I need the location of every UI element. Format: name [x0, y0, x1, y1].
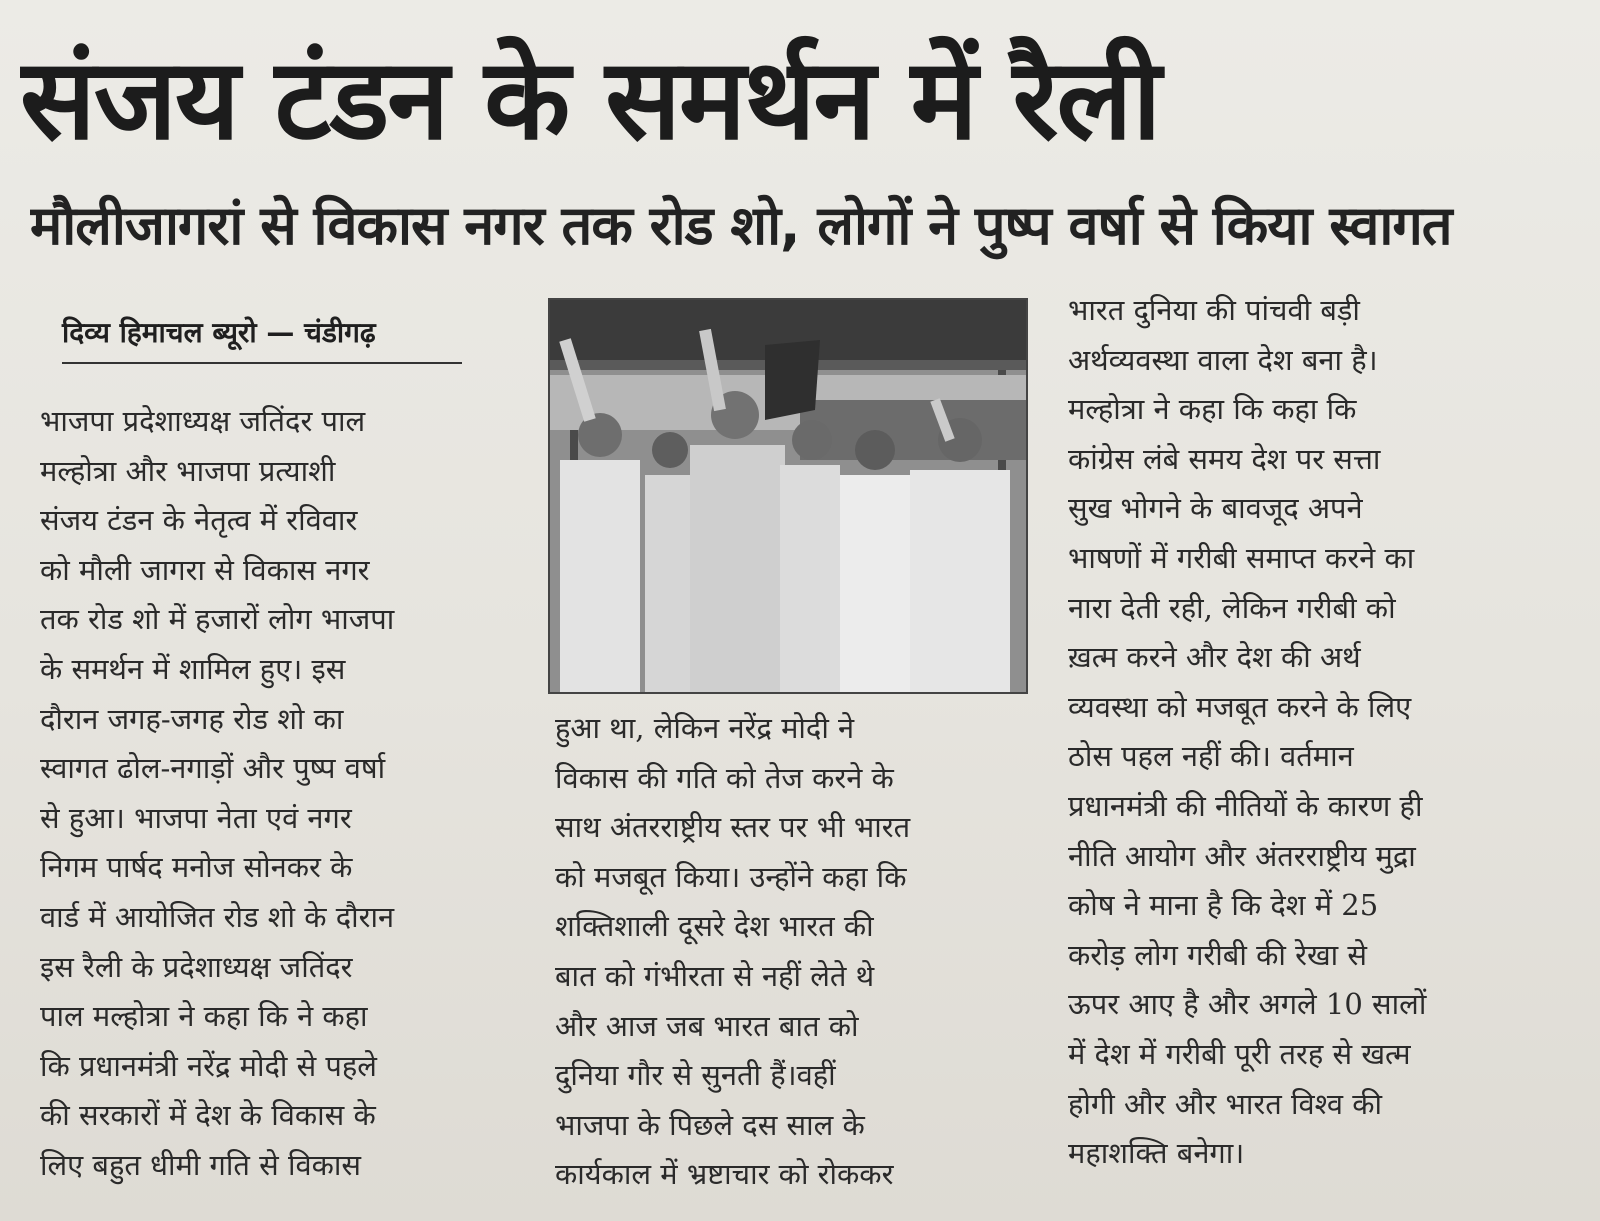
column-line: संजय टंडन के नेतृत्व में रविवार: [40, 503, 358, 538]
column-line: कोष ने माना है कि देश में 25: [1068, 888, 1379, 923]
column-line: ठोस पहल नहीं की। वर्तमान: [1068, 739, 1354, 774]
article-column-right: [1068, 286, 1558, 1179]
column-line: को मजबूत किया। उन्होंने कहा कि: [555, 859, 907, 894]
rally-photo: [548, 298, 1028, 694]
column-line: मल्होत्रा और भाजपा प्रत्याशी: [40, 453, 336, 488]
column-line: हुआ था, लेकिन नरेंद्र मोदी ने: [555, 711, 855, 745]
column-line: सुख भोगने के बावजूद अपने: [1068, 491, 1363, 526]
byline: दिव्य हिमाचल ब्यूरो — चंडीगढ़: [62, 308, 462, 364]
column-line: मल्होत्रा ने कहा कि कहा कि: [1068, 392, 1357, 427]
article-column-middle: [555, 704, 1030, 1200]
column-line: भाषणों में गरीबी समाप्त करने का: [1068, 540, 1415, 575]
column-line: नारा देती रही, लेकिन गरीबी को: [1068, 590, 1396, 625]
person-body: [690, 445, 785, 692]
column-line: बात को गंभीरता से नहीं लेते थे: [555, 958, 875, 993]
rally-photo-illustration: [550, 300, 1026, 692]
column-line: और आज जब भारत बात को: [555, 1008, 859, 1043]
column-line: दौरान जगह-जगह रोड शो का: [40, 701, 344, 736]
article-column-left: [40, 397, 520, 1191]
column-line: विकास की गति को तेज करने के: [555, 760, 894, 795]
person-head: [792, 420, 832, 460]
column-line: कि प्रधानमंत्री नरेंद्र मोदी से पहले: [40, 1048, 377, 1083]
column-line: ख़त्म करने और देश की अर्थ: [1068, 640, 1361, 675]
column-line: महाशक्ति बनेगा।: [1068, 1136, 1245, 1171]
column-line: नीति आयोग और अंतरराष्ट्रीय मुद्रा: [1068, 838, 1416, 873]
column-line: कार्यकाल में भ्रष्टाचार को रोककर: [555, 1157, 894, 1192]
column-line: में देश में गरीबी पूरी तरह से खत्म: [1068, 1036, 1411, 1071]
column-line: होगी और और भारत विश्व की: [1068, 1086, 1383, 1121]
column-line: अर्थव्यवस्था वाला देश बना है।: [1068, 342, 1378, 377]
person-head: [855, 430, 895, 470]
column-line: ऊपर आए है और अगले 10 सालों: [1068, 987, 1427, 1022]
column-line: तक रोड शो में हजारों लोग भाजपा: [40, 602, 395, 637]
person-body: [910, 470, 1010, 692]
person-body: [560, 460, 640, 692]
headline: संजय टंडन के समर्थन में रैली: [20, 35, 1160, 165]
column-line: वार्ड में आयोजित रोड शो के दौरान: [40, 899, 395, 934]
column-line: पाल मल्होत्रा ने कहा कि ने कहा: [40, 999, 368, 1034]
person-body: [840, 475, 910, 692]
column-line: की सरकारों में देश के विकास के: [40, 1098, 376, 1133]
truck-side: [800, 400, 1026, 460]
column-line: निगम पार्षद मनोज सोनकर के: [40, 850, 353, 885]
column-line: के समर्थन में शामिल हुए। इस: [40, 651, 346, 686]
column-line: साथ अंतरराष्ट्रीय स्तर पर भी भारत: [555, 810, 911, 845]
column-line: भारत दुनिया की पांचवी बड़ी: [1068, 293, 1360, 327]
column-line: लिए बहुत धीमी गति से विकास: [40, 1147, 361, 1182]
column-line: शक्तिशाली दूसरे देश भारत की: [555, 909, 874, 944]
party-flag: [765, 340, 820, 420]
person-body: [645, 475, 695, 692]
column-line: इस रैली के प्रदेशाध्यक्ष जतिंदर: [40, 949, 353, 984]
column-line: भाजपा के पिछले दस साल के: [555, 1107, 865, 1142]
column-line: को मौली जागरा से विकास नगर: [40, 552, 370, 587]
subheadline: मौलीजागरां से विकास नगर तक रोड शो, लोगों ने पुष्प वर्षा से किया स्वागत: [30, 194, 1452, 257]
column-line: स्वागत ढोल-नगाड़ों और पुष्प वर्षा: [40, 751, 386, 786]
column-line: से हुआ। भाजपा नेता एवं नगर: [40, 800, 352, 835]
person-body: [780, 465, 840, 692]
column-line: प्रधानमंत्री की नीतियों के कारण ही: [1068, 788, 1423, 823]
column-line: दुनिया गौर से सुनती हैं।वहीं: [555, 1058, 836, 1093]
column-line: कांग्रेस लंबे समय देश पर सत्ता: [1068, 441, 1381, 476]
column-line: व्यवस्था को मजबूत करने के लिए: [1068, 689, 1412, 724]
person-head: [652, 432, 688, 468]
column-line: करोड़ लोग गरीबी की रेखा से: [1068, 937, 1368, 972]
column-line: भाजपा प्रदेशाध्यक्ष जतिंदर पाल: [40, 404, 366, 438]
